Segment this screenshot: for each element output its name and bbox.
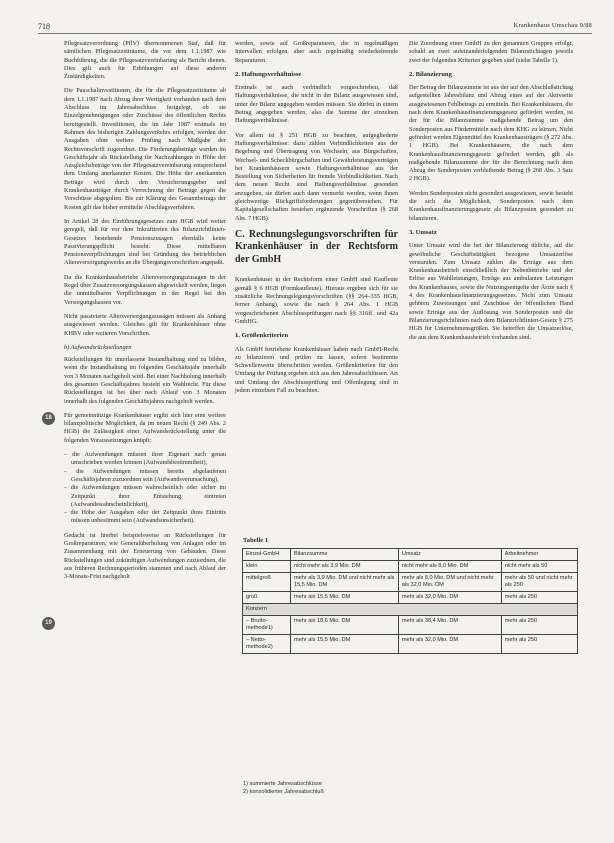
table-cell: mehr als 3,9 Mio. DM und nicht mehr als 15,5 Mio. DM <box>290 573 398 592</box>
paragraph: Erstmals ist auch verbindlich vorgeschrieben, daß Haftungsverhältnisse, die nicht in der Bilanz ausgewiesen sind, unter der Bilanz angegeben werden müssen. Sie dürfen in einem Betrag angegeben werden, also die Summe der einzelnen Haftungsverhältnisse. <box>235 84 398 125</box>
section-heading: 2. Haftungsverhältnisse <box>235 70 302 78</box>
paragraph: werden, sowie auf Großreparaturen, die in regelmäßigen Intervallen erfolgen, aber auch regelmäßig wiederkehrende Reparaturen. <box>235 40 398 64</box>
table-cell: mehr als 250 <box>501 635 577 654</box>
row-label: – Brutto-methode1) <box>243 616 291 635</box>
margin-marker: 18 <box>42 412 55 425</box>
table-row <box>243 635 578 654</box>
table-cell: mehr als 32,0 Mio. DM <box>398 635 501 654</box>
chapter-heading: C. Rechnungslegungsvorschriften für Krankenhäuser in der Rechtsform der GmbH <box>235 228 398 265</box>
text-column-right <box>409 40 573 348</box>
table-cell: nicht mehr als 3,9 Mio. DM <box>290 561 398 573</box>
row-label: – Netto-methode2) <box>243 635 291 654</box>
column-header: Bilanzsumme <box>290 549 398 561</box>
paragraph: Werden Sonderposten nicht gesondert ausgewiesen, sowie besteht die sich die Möglichkeit, Sonderposten nach dem Krankenhausfinanzierungsgesetz als Bilanzposten gesondert zu bilanzieren. <box>409 189 573 222</box>
table-cell: mehr als 38,4 Mio. DM <box>398 616 501 635</box>
row-label: klein <box>243 561 291 573</box>
table-row <box>243 616 578 635</box>
paragraph: Die Zuordnung einer GmbH zu den genannten Gruppen erfolgt, sobald an zwei aufeinanderfolgenden Bilanzstichtagen jeweils zwei der folgenden Kriterien gegeben sind (siehe Tabelle 1). <box>409 40 573 64</box>
text-column-middle <box>235 40 398 401</box>
paragraph: Pflegesatzverordnung (PflV) übernommenen Staf, daß für sämtlichen Pflegesatzzeiträume, die vor dem 1.1.1987 wie Buchführung, die die Pflegesatzvereinbarung als Bericht dienen. Dies gilt auch für Erhöhungen auf diese anderen Zuständigkeiten. <box>64 40 226 81</box>
paragraph: In Artikel 28 des Einführungsgesetzes zum HGB wird weiter geregelt, daß für vor dem Inkrafttreten des Bilanzrichtlinien-Gesetzes bestehende Pensionszusagen ebenfalls keine Passivierungspflicht besteht. Diese mittelbaren Pensionsverpflichtungen sind bei Gründung des betrieblichen Altersversorgungswerks an die Übergangsvorschriften angepaßt. <box>64 217 226 267</box>
section-heading: 1. Größenkriterien <box>235 332 289 340</box>
paragraph: Rückstellungen für unterlassene Instandhaltung sind zu bilden, wenn die Instandhaltung im folgenden Geschäftsjahr innerhalb von 3 Monaten nachgeholt wird. Bei einer Nachholung innerhalb des gesamten Geschäftsjahres besteht ein Wahlrecht. Für diese Rückstellungen ist bei über nach Ablauf von 3 Monaten innerhalb des folgenden Geschäftsjahres nachgeholt werden. <box>64 356 226 405</box>
section-heading: 2. Bilanzierung <box>409 70 452 78</box>
table-row <box>243 592 578 604</box>
table-cell: mehr als 18,6 Mio. DM <box>290 616 398 635</box>
table-band-row <box>243 604 578 616</box>
list-item: – die Aufwendungen müssen ihrer Eigenart nach genau umschrieben werden können (Aufwandsbestimmtheit), <box>64 451 226 467</box>
section-heading: 3. Umsatz <box>409 228 437 236</box>
table-cell: nicht mehr als 50 <box>501 561 577 573</box>
table-cell: mehr als 8,0 Mio. DM und nicht mehr als 32,0 Mio. DM <box>398 573 501 592</box>
margin-marker: 19 <box>42 617 55 630</box>
paragraph: Unter Umsatz wird die bei der Bilanzierung übliche, auf die gewöhnliche Geschäftstätigkeit bezogene Umsatzerlöse verstanden. Zum Umsatz zählen die Erträge aus dem Krankenhausbetrieb einschließlich der Nebenbetriebe und der Erlöse aus Wahlleistungen, Erträge aus ambulanten Leistungen des Krankenhauses, sowie die Nutzungsentgelte der Ärzte nach § 4 des Krankenhausfinanzierungsgesetzes. Nicht zum Umsatz gehören Zuweisungen und Zuschüsse der öffentlichen Hand sowie Erträge aus der Auflösung von Sonderposten und die Bilanzierungsrichtlinien nach dem Bilanzrichtlinien-Gesetz § 275 HGB für Unternehmensgrößen. Sie betreffen die Umsatzerlöse, die aus dem Krankenhausbetrieb vorhanden sind. <box>409 242 573 341</box>
table-footnotes <box>243 781 324 796</box>
column-header: Einzel-GmbH <box>243 549 291 561</box>
list-item: – die Aufwendungen müssen bereits abgelaufenen Geschäftsjahren zuzuordnen sein (Aufwandsverursachung), <box>64 467 226 483</box>
paragraph: Gedacht ist hierbei beispielsweise an Rückstellungen für Großreparaturen, wie Generalüberholung von Anlagen oder im Zusammenhang mit der Erneuerung von Gebäuden. Diese Rückstellungen sind zukünftigen Aufwendungen zuzuordnen, die aus früheren Rechnungsperioden stammen und nach Ablauf der 3-Monats-Frist nachgeholt <box>64 531 226 581</box>
band-label: Konzern <box>243 604 578 616</box>
page-number: 718 <box>38 22 50 31</box>
table-cell: mehr als 32,0 Mio. DM <box>398 592 501 604</box>
table-row <box>243 561 578 573</box>
row-label: groß <box>243 592 291 604</box>
paragraph: Nicht passivierte Altersversorgungszusagen müssen als Anhang ausgewiesen werden. Gleiches gilt für Krankenhäuser ohne KHBV oder weiteren Vorschriften. <box>64 312 226 337</box>
table-cell: mehr als 50 und nicht mehr als 250 <box>501 573 577 592</box>
table-cell: mehr als 250 <box>501 592 577 604</box>
subsection-heading: b) Aufwandsrückstellungen <box>64 343 132 351</box>
text-column-left <box>64 40 226 588</box>
table-cell: mehr als 15,5 Mio. DM <box>290 592 398 604</box>
list-item: – die Aufwendungen müssen wahrscheinlich oder sicher im Zeitpunkt ihrer Entstehung eintreten (Aufwandswahrscheinlichkeit), <box>64 484 226 508</box>
table-cell: mehr als 250 <box>501 616 577 635</box>
paragraph: Krankenhäuser in der Rechtsform einer GmbH sind Kaufleute gemäß § 6 HGB (Formkaufleute). Hieraus ergeben sich für sie zusätzliche Rechnungslegungsvorschriften (§§ 264–335 HGB, ferner Anhang), sowie die nach § 264 Abs. 1 HGB vorgeschriebenen Abschlussprüfungen nach §§ 316ff. und 42a GmbHG. <box>235 276 398 325</box>
table-row <box>243 573 578 592</box>
criteria-list <box>64 451 226 526</box>
column-header: Arbeitnehmer <box>501 549 577 561</box>
header-rule <box>38 33 592 34</box>
footnote: 1) summierte Jahresabschlüsse <box>243 781 322 787</box>
table-cell: mehr als 15,5 Mio. DM <box>290 635 398 654</box>
paragraph: Für gemeinnützige Krankenhäuser ergibt sich hier eine weitere bilanzpolitische Möglichkeit, da im neuen Recht (§ 249 Abs. 2 HGB) die Zulässigkeit einer Aufwandsrückstellung unter die folgenden Voraussetzungen knüpft: <box>64 411 226 444</box>
footnote: 2) konsolidierter Jahresabschluß <box>243 788 324 795</box>
paragraph: Da die Krankenhausbetriebe Altersversorgungszusagen in der Regel über Zusatzversorgungskassen abgewickelt werden, liegen die unmittelbaren Verpflichtungen in der Regel bei den Versorgungskassen vor. <box>64 273 226 306</box>
size-criteria-table <box>242 548 578 654</box>
table-header-row <box>243 549 578 561</box>
table-title: Tabelle 1 <box>243 537 269 544</box>
paragraph: Der Betrag der Bilanzsumme ist aus der auf den Abschlußstichtag aufgestellten Jahresbilanz und Abzug eines auf der Aktivseite ausgewiesenen Fehlbetrags zu ermitteln. Bei Krankenhäusern, die nach dem Krankenhausfinanzierungsgesetz gefördert werden, ist der für die Bilanzsumme maßgebende Betrag um den Sonderposten aus Fördermitteln nach dem KHG zu kürzen. Nicht gefördert werden Eigenmittel des Krankenhausträgers (§ 272 Abs. 1 HGB). Bei Krankenhäusern, die nach dem Krankenhausfinanzierungsgesetz gefördert werden, gilt als maßgebende Bilanzsumme der für die Berechnung nach dem Abzug der Sonderposten verbleibende Betrag (§ 268 Abs. 3 Satz 2 HGB). <box>409 84 573 183</box>
table-cell: nicht mehr als 8,0 Mio. DM <box>398 561 501 573</box>
column-header: Umsatz <box>398 549 501 561</box>
paragraph: Vor allem ist § 251 HGB zu beachten, aufgegliederte Haftungsverhältnisse: dazu zählen Verbindlichkeiten aus der Begebung und Übertragung von Wechseln, aus Bürgschaften, Wechsel- und Scheckbürgschaften und Gewährleistungsverträgen bei Krankenhäusern sowie Haftungsverhältnisse aus der Bestellung von Sicherheiten für fremde Verbindlichkeiten. Nach dem neuen Recht sind Haftungsverhältnisse gesondert anzugeben, sie dürfen auch dann vermerkt werden, wenn ihnen gleichwertige Rückgriffsforderungen gegenüberstehen. Für Kapitalgesellschaften bestehen ergänzende Vorschriften (§ 268 Abs. 7 HGB). <box>235 131 398 222</box>
row-label: mittelgroß <box>243 573 291 592</box>
running-title: Krankenhaus Umschau 9/88 <box>513 22 592 29</box>
paragraph: Als GmbH betriebene Krankenhäuser haben nach GmbH-Recht zu bilanzieren und prüfen zu lassen, sofern bestimmte Schwellenwerte überschritten werden. Größenkriterien für den Umfang der Prüfung ergeben sich aus den Jahresabschlüssen. Art und Umfang der Abschlussprüfung und Offenlegung sind in jedem einzelnen Fall zu beachten. <box>235 345 398 394</box>
list-item: – die Höhe der Ausgaben oder der Zeitpunkt ihres Eintritts müssen unbestimmt sein (Aufwandsunsicherheit). <box>64 509 226 525</box>
paragraph: Die Pauschalinvestitionen, die für die Pflegesatzzeiträume ab dem 1.1.1987 nach Abzug ihrer Wertigkeit vorhanden nach dem Abschluss im Jahresabschluss festgelegt, ob sie Einzelgenehmigungen oder Zuschüsse des öffentlichen Rechts bereitgestellt. Investitionen, die im Jahr 1987 erstmals im Rahmen des bisherigen Zahlungsverkehrs erfolgen, werden der Ausgaben ohne weitere Prüfung nach Maßgabe der Rechtsvorschrift zugeordnet. Die Förderungsbeträge werden im Geschäftsjahr als Rückstellung für Nachzahlungen in Höhe der Ausgleichsbeträge von der Pflegesatzvereinbarung entsprechend dem Umfang anerkannter Kosten. Die Höhe der anerkannten Beträge wird durch den Versicherungsgeber und Krankenhausträger durch Verrechnung der Beträge gegen die Vorschüsse abgegolten. Bis zur Klärung des Gesamtbetrags der Kosten gilt das bisher ermittelte Abschlagsverfahren. <box>64 87 226 211</box>
